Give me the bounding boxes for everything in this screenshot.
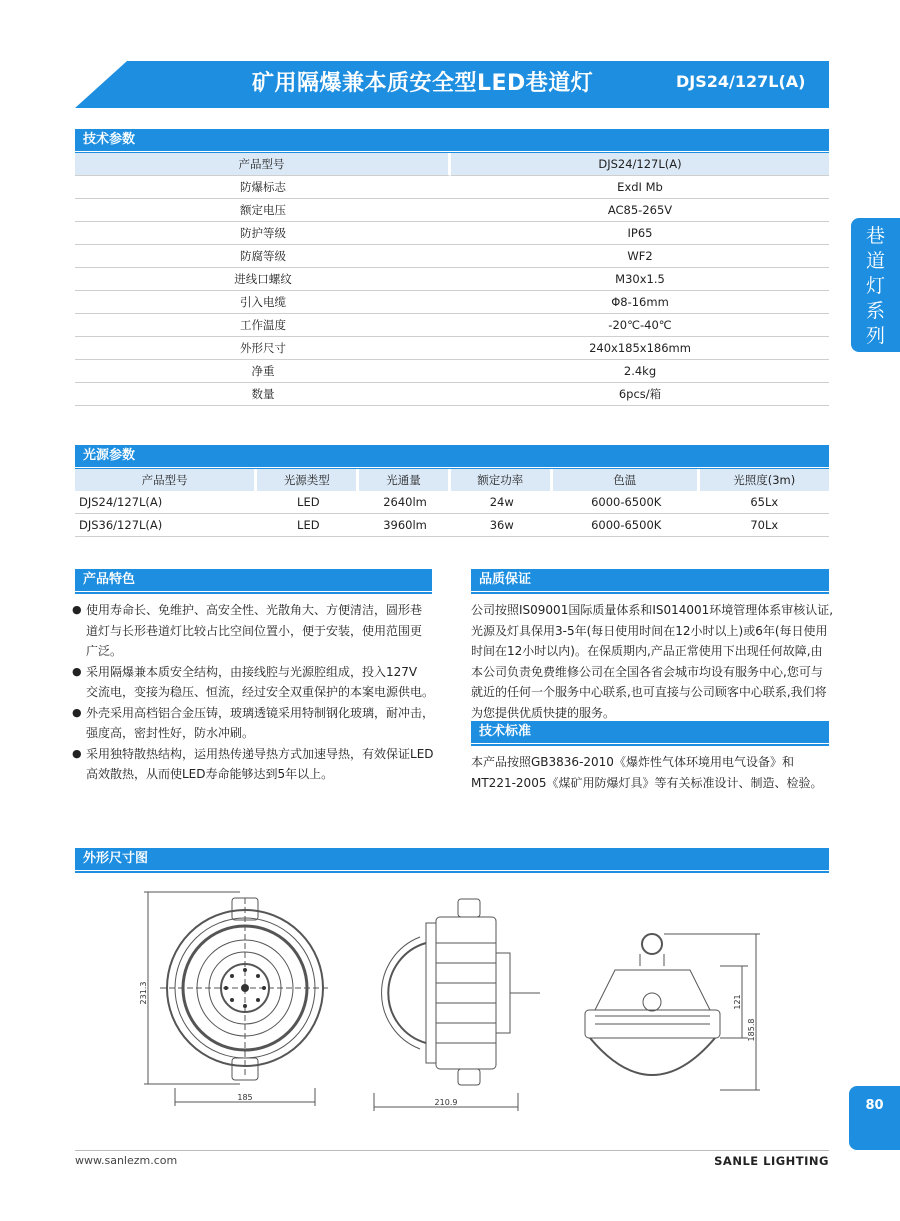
spec-value: WF2 <box>451 245 829 268</box>
feature-item <box>75 600 437 662</box>
spec-key: 数量 <box>75 383 451 406</box>
spec-value: M30x1.5 <box>451 268 829 291</box>
dim-front-width: 185 <box>237 1093 253 1102</box>
footer-url[interactable]: www.sanlezm.com <box>75 1154 178 1167</box>
dim-front-height: 231.3 <box>139 981 148 1005</box>
dim-side-width: 210.9 <box>434 1098 458 1107</box>
spec-row <box>75 222 829 245</box>
spec-row <box>75 176 829 199</box>
spec-value: ExdI Mb <box>451 176 829 199</box>
spec-key: 净重 <box>75 360 451 383</box>
spec-value: DJS24/127L(A) <box>451 153 829 176</box>
spec-key: 引入电缆 <box>75 291 451 314</box>
spec-row <box>75 245 829 268</box>
light-params-heading: 光源参数 <box>75 445 829 467</box>
spec-row <box>75 153 829 176</box>
feature-line: 高效散热，从而使LED寿命能够达到5年以上。 <box>86 767 334 781</box>
light-cell: 36w <box>451 514 553 537</box>
drawing-heading: 外形尺寸图 <box>75 848 829 870</box>
light-cell: DJS36/127L(A) <box>75 514 257 537</box>
feature-line: 强度高，密封性好，防水冲刷。 <box>86 726 255 740</box>
side-tab-char: 巷 <box>865 225 885 247</box>
feature-item <box>75 703 437 744</box>
light-row <box>75 491 829 514</box>
spec-row <box>75 337 829 360</box>
spec-key: 防护等级 <box>75 222 451 245</box>
spec-value: AC85-265V <box>451 199 829 222</box>
features-heading: 产品特色 <box>75 569 432 591</box>
light-col-header: 光源类型 <box>257 469 359 491</box>
light-cell: 6000-6500K <box>553 514 700 537</box>
spec-value: -20℃-40℃ <box>451 314 829 337</box>
feature-line: 广泛。 <box>86 644 123 658</box>
standard-line: 本产品按照GB3836-2010《爆炸性气体环境用电气设备》和 <box>471 755 794 769</box>
footer-brand: SANLE LIGHTING <box>714 1154 829 1168</box>
feature-line: ● 使用寿命长、免维护、高安全性、光散角大、方便清洁，圆形巷 <box>86 603 423 617</box>
light-cell: 70Lx <box>700 514 830 537</box>
quality-line: 光源及灯具保用3-5年(每日使用时间在12小时以上)或6年(每日使用 <box>471 623 828 638</box>
spec-key: 额定电压 <box>75 199 451 222</box>
feature-line: ● 采用独特散热结构，运用热传递导热方式加速导热，有效保证LED <box>86 746 434 761</box>
spec-key: 防爆标志 <box>75 176 451 199</box>
spec-value: Φ8-16mm <box>451 291 829 314</box>
light-col-header: 产品型号 <box>75 469 257 491</box>
page-number: 80 <box>849 1086 900 1150</box>
spec-key: 进线口螺纹 <box>75 268 451 291</box>
standard-line: MT221-2005《煤矿用防爆灯具》等有关标准设计、制造、检验。 <box>471 775 823 790</box>
side-view-drawing <box>368 893 548 1118</box>
spec-value: IP65 <box>451 222 829 245</box>
feature-line: ● 外壳采用高档铝合金压铸，玻璃透镜采用特制钢化玻璃，耐冲击， <box>86 705 435 720</box>
light-cell: DJS24/127L(A) <box>75 491 257 514</box>
light-col-header: 光照度(3m) <box>700 469 830 491</box>
features-list <box>75 600 437 785</box>
series-side-tab <box>851 218 900 352</box>
light-cell: LED <box>257 491 359 514</box>
quality-line: 就近的任何一个服务中心联系,也可直接与公司顾客中心联系,我们将 <box>471 685 827 699</box>
elevation-view-drawing <box>570 930 770 1105</box>
feature-line: 道灯与长形巷道灯比较占比空间位置小，便于安装，使用范围更 <box>86 623 423 638</box>
spec-value: 240x185x186mm <box>451 337 829 360</box>
quality-heading: 品质保证 <box>471 569 829 591</box>
light-cell: 3960lm <box>359 514 450 537</box>
spec-row <box>75 268 829 291</box>
light-col-header: 色温 <box>553 469 700 491</box>
standard-text <box>471 752 843 793</box>
tech-params-heading: 技术参数 <box>75 129 829 151</box>
spec-key: 工作温度 <box>75 314 451 337</box>
light-params-table <box>75 469 829 537</box>
light-cell: LED <box>257 514 359 537</box>
light-cell: 6000-6500K <box>553 491 700 514</box>
light-cell: 65Lx <box>700 491 830 514</box>
quality-line: 本公司负责免费维修公司在全国各省会城市均设有服务中心,您可与 <box>471 664 823 679</box>
spec-row <box>75 314 829 337</box>
spec-key: 外形尺寸 <box>75 337 451 360</box>
light-col-header: 光通量 <box>359 469 450 491</box>
spec-value: 6pcs/箱 <box>451 383 829 406</box>
light-cell: 2640lm <box>359 491 450 514</box>
spec-key: 防腐等级 <box>75 245 451 268</box>
spec-row <box>75 199 829 222</box>
feature-line: ● 采用隔爆兼本质安全结构，由接线腔与光源腔组成，投入127V <box>86 664 418 679</box>
spec-row <box>75 383 829 406</box>
front-view-drawing <box>140 888 360 1118</box>
spec-value: 2.4kg <box>451 360 829 383</box>
tech-params-table <box>75 153 829 406</box>
feature-item <box>75 662 437 703</box>
side-tab-char: 灯 <box>865 275 885 297</box>
light-cell: 24w <box>451 491 553 514</box>
light-row <box>75 514 829 537</box>
dim-body-height: 121 <box>733 994 742 1010</box>
quality-line: 时间在12小时以内)。在保质期内,产品正常使用下出现任何故障,由 <box>471 644 823 658</box>
side-tab-char: 列 <box>865 325 885 347</box>
standard-heading: 技术标准 <box>471 721 829 743</box>
feature-line: 交流电，变接为稳压、恒流，经过安全双重保护的本案电源供电。 <box>86 685 435 699</box>
footer-divider <box>75 1150 829 1151</box>
title-model: DJS24/127L(A) <box>676 72 806 91</box>
light-col-header: 额定功率 <box>451 469 553 491</box>
quality-line: 为您提供优质快捷的服务。 <box>471 705 616 720</box>
spec-key: 产品型号 <box>75 153 451 176</box>
feature-item <box>75 744 437 785</box>
quality-line: 公司按照IS09001国际质量体系和IS014001环境管理体系审核认证, <box>471 603 834 617</box>
side-tab-char: 道 <box>865 250 885 272</box>
spec-row <box>75 291 829 314</box>
spec-row <box>75 360 829 383</box>
dim-total-height: 185.8 <box>747 1018 756 1042</box>
quality-text <box>471 600 843 723</box>
side-tab-char: 系 <box>865 300 885 322</box>
page-title: 矿用隔爆兼本质安全型LED巷道灯 <box>252 71 594 96</box>
